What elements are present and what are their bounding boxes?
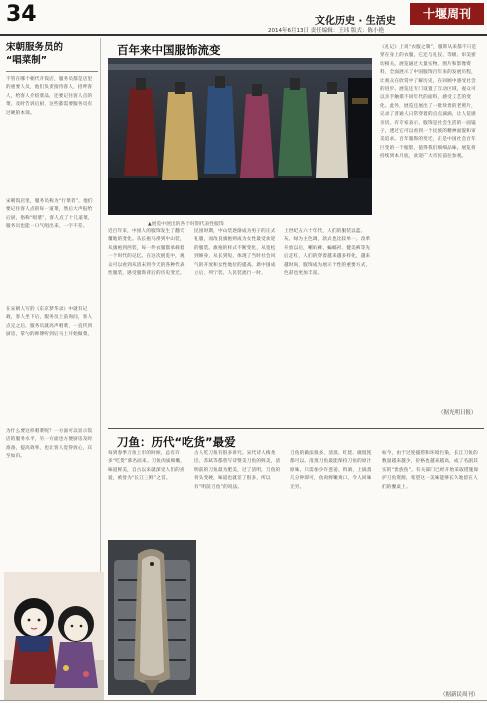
left-paragraph: 在宋朝人写的《东京梦华录》中就有记载，客人坐下后，服务员上前询问，客人点完之后，服务员就高声唱菜，一直传到厨房，掌勺的师傅听到后马上开始做菜。 xyxy=(6,307,93,338)
article2-column: 古人吃刀鱼有很多讲究。宋代诗人梅尧臣、苏轼等都曾写诗赞美刀鱼的鲜美，清明前的刀鱼最为肥美，过了清明，刀鱼的骨头变硬，味道也就差了很多，所以有“明前刀鱼”的说法。 xyxy=(194,451,281,490)
article2-column: 刀鱼的做法很多，清蒸、红烧、做馄饨都可以。清蒸刀鱼最能保持刀鱼的原汁原味，只需加少许葱姜、料酒，上锅蒸几分钟即可，鱼肉鲜嫩爽口，令人回味无穷。 xyxy=(290,451,372,490)
article1-column: 上世纪五六十年代，人们的服装以蓝、灰、绿为主色调，款式也比较单一。改革开放以后，喇叭裤、蝙蝠衫、健美裤等先后走红，人们的穿着越来越多样化，越来越时尚，服饰成为展示个性的重要方式，色彩也更加丰富。 xyxy=(284,229,371,277)
article1-caption: ▲展览中展出的各个时期代表性服饰 xyxy=(148,222,224,227)
article1-column: 民国时期，中山装逐渐成为男子的正式礼服，而改良旗袍则成为女性最受欢迎的服装。旗袍的样式不断变化，从宽松到修身，从长到短，体现了当时社会风气的开放和女性地位的提高。新中国成立后，列宁装、人民装流行一时。 xyxy=(194,229,276,277)
left-paragraph: 为什么要这样唱菜呢？一方面可以显示饭店的服务水平，另一方面也方便厨房及时准备，提高效率，也让客人觉得放心，宾至如归。 xyxy=(6,429,93,460)
article2-column: 每到春季刀鱼上市的时候，总有许多“吃货”慕名而来。刀鱼肉质细嫩，味道鲜美，自古以来就深受人们的喜爱，被誉为“长江三鲜”之首。 xyxy=(108,451,186,482)
grilled-fish-photo xyxy=(108,540,196,695)
date-line: 2014年6月13日 责任编辑：王玮 版式：陈小艳 xyxy=(268,28,384,34)
masthead: 十堰周刊 xyxy=(410,3,484,25)
article2-column: 如今，由于过度捕捞和环境污染，长江刀鱼的数量越来越少，价格也越来越高，成了名副其实的“贵族鱼”。有关部门已经开始采取措施保护刀鱼资源，希望这一美味能够长久地留在人们的餐桌上。 xyxy=(382,451,479,490)
left-article-title-line2: “唱菜制” xyxy=(6,55,47,66)
doll-photo xyxy=(4,572,104,700)
article1-column: 近百年来，中国人的服饰发生了翻天覆地的变化。从长袍马褂到中山装，从旗袍到西装，每一件衣服都承载着一个时代的记忆。在这次展览中，观众可以看到从清末到今天的各种代表性服装，感受服饰背后的历史变迁。 xyxy=(108,229,185,277)
footer-rule xyxy=(0,700,487,701)
article2-headline: 刀鱼：历代“吃货”最爱 xyxy=(117,435,236,449)
article-divider xyxy=(108,428,484,429)
left-paragraph: 不管在哪个朝代开饭店，服务员都是店里的重要人员，他们负责接待客人，招呼客人，给客人介绍菜品，还要记住客人点的菜，及时告诉后厨，这些都需要服务员有过硬的本领。 xyxy=(6,77,93,116)
title-divider xyxy=(6,71,98,72)
left-column xyxy=(4,38,101,598)
left-article-title-line1: 宋朝服务员的 xyxy=(6,42,64,53)
left-paragraph: 宋朝饭店里，服务员称为“行菜者”，他们要记住客人点的每一道菜，然后大声报给后厨，俗称“唱菜”，客人点了十几道菜，服务员也能一口气唱出来，一字不差。 xyxy=(6,199,93,230)
costume-exhibition-photo xyxy=(108,58,372,215)
article2-byline: （据新民周刊） xyxy=(440,692,479,698)
section-title: 文化历史 · 生活史 xyxy=(315,16,396,27)
page-number: 34 xyxy=(6,2,37,27)
header-rule xyxy=(0,34,487,36)
article1-byline: （据光明日报） xyxy=(438,410,477,416)
article1-headline: 百年来中国服饰流变 xyxy=(117,43,221,57)
article1-column: 《礼记》上说“衣服之制”，服饰从来都不只是穿在身上的衣服，它还与礼仪、等级、审美密切相关。展览通过大量实物、图片和影像资料，全面展示了中国服饰百年来的发展历程，让观众在欣赏中了解历史，在回顾中感受社会的进步。展览还专门设置了互动区域，观众可以亲手触摸不同年代的面料，感受工艺的变化。此外，展览还展出了一批珍贵的老照片，记录了普通人日常穿着的点点滴滴，让人倍感亲切。有专家表示，服饰是社会生活的一面镜子，透过它可以看到一个民族的精神面貌和审美追求。百年服饰的变迁，正是中国社会百年巨变的一个缩影，值得我们细细品味。展览将持续到本月底，欢迎广大市民前往参观。 xyxy=(380,45,477,160)
